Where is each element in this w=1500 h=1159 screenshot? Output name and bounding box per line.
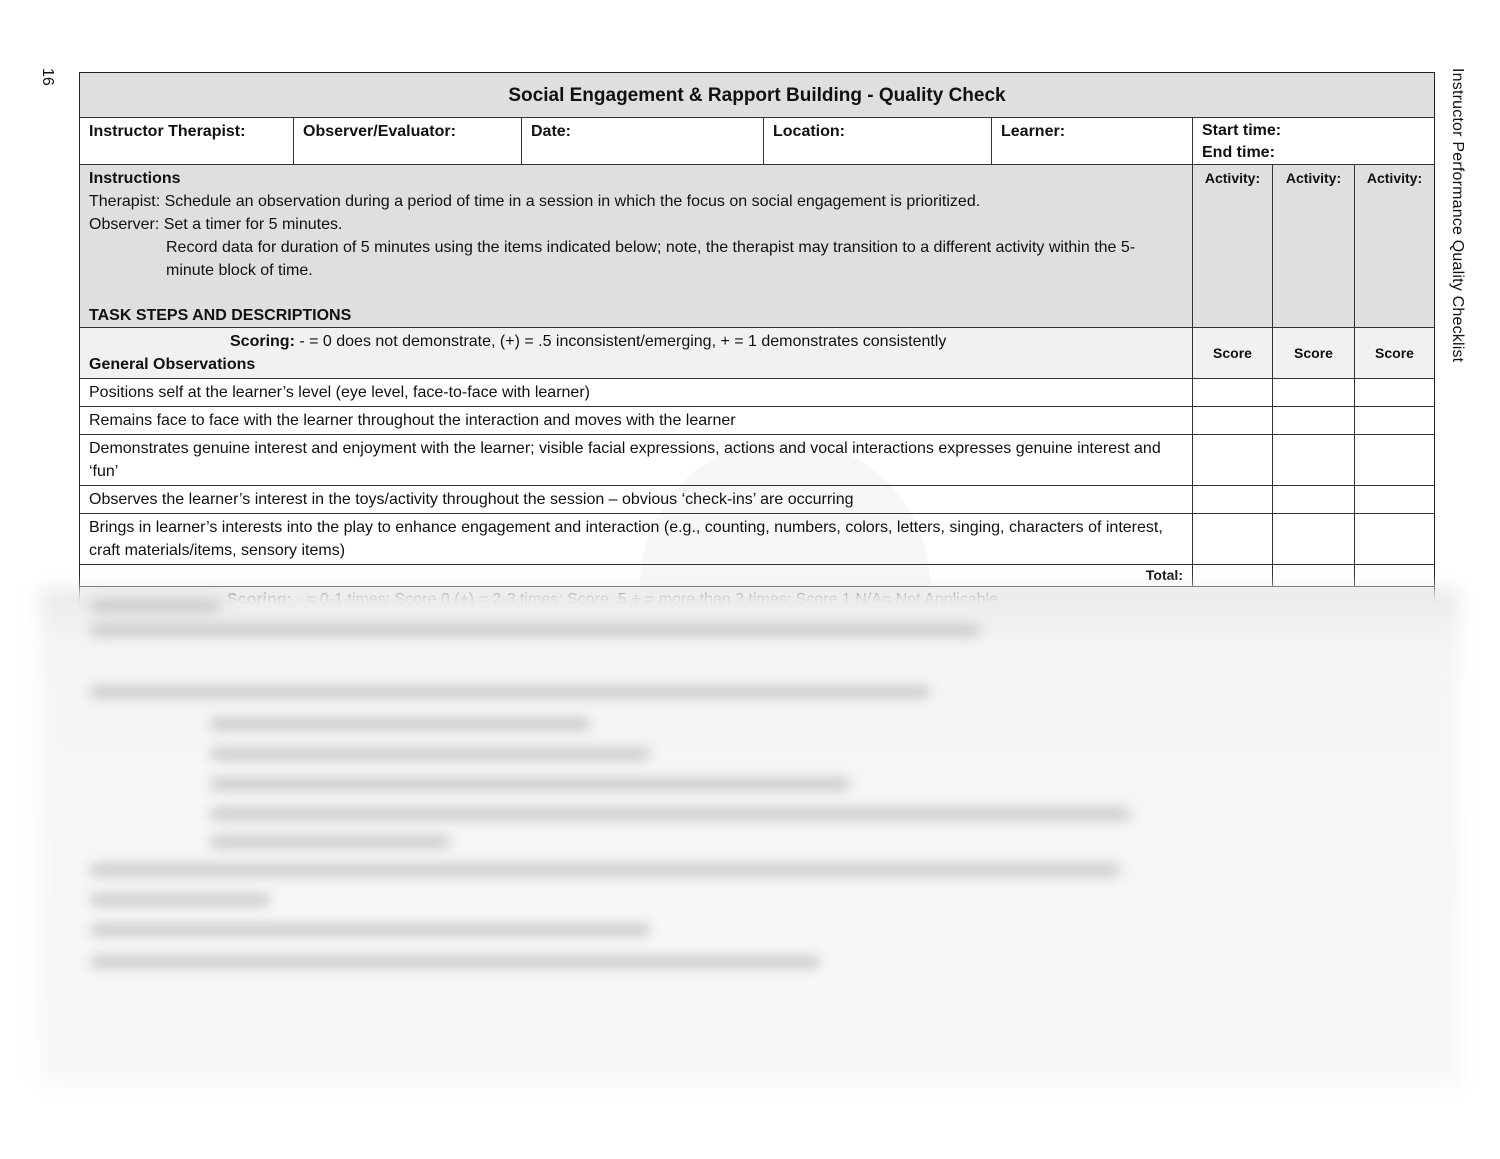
instructor-field[interactable]: Instructor Therapist: [80,118,294,164]
task-steps-heading: TASK STEPS AND DESCRIPTIONS [89,307,352,324]
score-cell[interactable] [1355,435,1434,485]
score-cell[interactable] [1273,407,1355,434]
page-number: 16 [39,68,56,86]
item-text: Remains face to face with the learner throughout the interaction and moves with the learner [80,407,1193,434]
activity-3-header[interactable]: Activity: [1366,170,1423,186]
scoring-row [80,328,1434,379]
date-field[interactable]: Date: [522,118,764,164]
score-cell[interactable] [1193,379,1273,406]
score-cell[interactable] [1273,435,1355,485]
observer-instruction: Observer: Set a timer for 5 minutes. [89,216,343,233]
header-row [80,118,1434,165]
score-cell[interactable] [1193,486,1273,513]
start-time-label: Start time: [1202,122,1282,139]
scoring-label: Scoring: [230,333,295,350]
table-row [80,486,1434,514]
record-instruction: Record data for duration of 5 minutes using the items indicated below; note, the therapist may transition to a different activity within the 5-minute block of time. [166,239,1136,279]
instructions-heading: Instructions [89,170,181,187]
table-row [80,407,1434,435]
time-fields[interactable] [1193,118,1434,164]
score-cell[interactable] [1355,379,1434,406]
scoring-text: - = 0 does not demonstrate, (+) = .5 inconsistent/emerging, + = 1 demonstrates consistently [299,333,947,350]
score-2-header: Score [1273,328,1355,378]
score-cell[interactable] [1193,407,1273,434]
score-cell[interactable] [1273,514,1355,564]
total-cell[interactable] [1355,565,1434,586]
total-row [80,565,1434,587]
item-text: Brings in learner’s interests into the play to enhance engagement and interaction (e.g., counting, numbers, colors, letters, singing, characters of interest, craft materials/items, sensory items) [80,514,1193,564]
scoring-block [80,328,1193,378]
learner-field[interactable]: Learner: [992,118,1193,164]
location-field[interactable]: Location: [764,118,992,164]
score-cell[interactable] [1193,435,1273,485]
score-cell[interactable] [1193,514,1273,564]
total-label: Total: [80,565,1193,586]
item-text: Positions self at the learner’s level (eye level, face-to-face with learner) [80,379,1193,406]
table-row [80,379,1434,407]
observer-field[interactable]: Observer/Evaluator: [294,118,522,164]
item-text: Demonstrates genuine interest and enjoyment with the learner; visible facial expressions, actions and vocal interactions expresses genuine interest and ‘fun’ [80,435,1193,485]
score-cell[interactable] [1355,514,1434,564]
activity-2-header[interactable]: Activity: [1273,165,1355,327]
score-cell[interactable] [1273,379,1355,406]
score-cell[interactable] [1273,486,1355,513]
score-1-header: Score [1193,328,1273,378]
table-row [80,514,1434,565]
side-title: Instructor Performance Quality Checklist [1449,68,1466,363]
table-row [80,435,1434,486]
general-observations-heading: General Observations [89,356,256,373]
item-text: Observes the learner’s interest in the toys/activity throughout the session – obvious ‘check-ins’ are occurring [80,486,1193,513]
quality-check-form [79,72,1435,610]
end-time-label: End time: [1202,144,1275,161]
score-cell[interactable] [1355,407,1434,434]
instructions-block [80,165,1193,327]
score-cell[interactable] [1355,486,1434,513]
total-cell[interactable] [1273,565,1355,586]
score-3-header: Score [1375,344,1414,361]
form-title: Social Engagement & Rapport Building - Quality Check [80,73,1434,118]
therapist-instruction: Therapist: Schedule an observation during a period of time in a session in which the focus on social engagement is prioritized. [89,193,981,210]
instructions-row [80,165,1434,328]
activity-1-header[interactable]: Activity: [1193,165,1273,327]
total-cell[interactable] [1193,565,1273,586]
